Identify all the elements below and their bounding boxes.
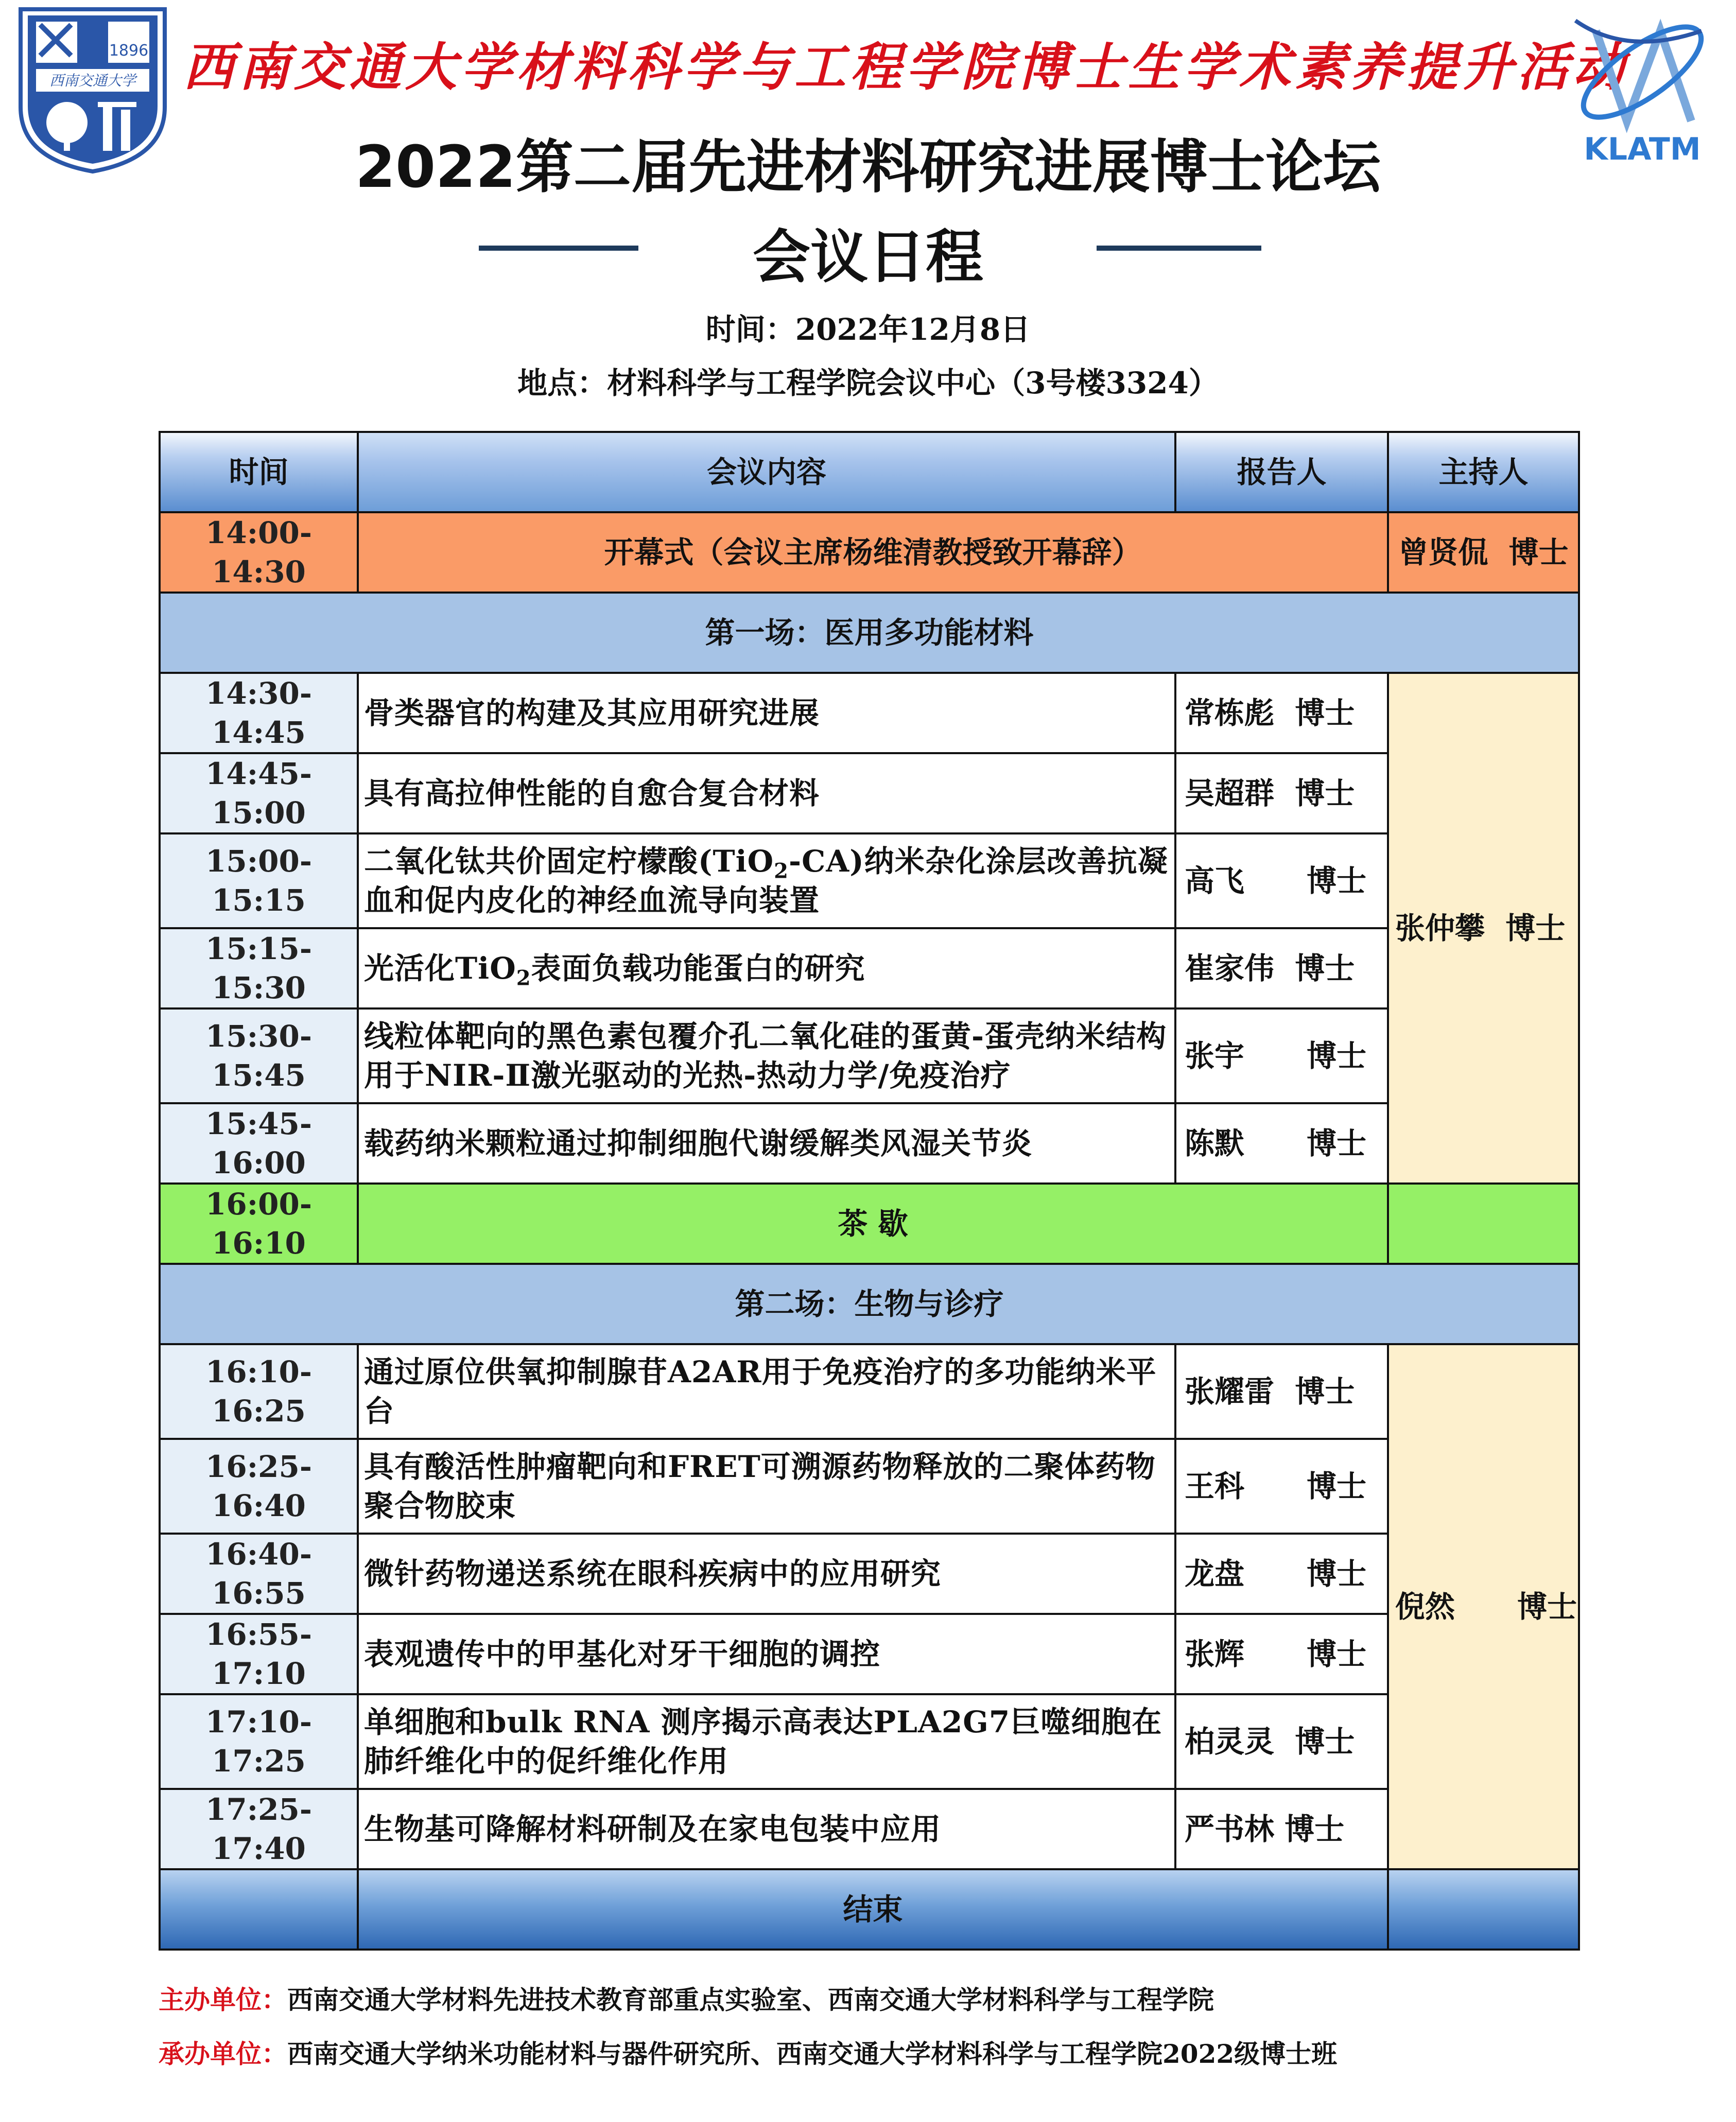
table-row [160,1439,1579,1534]
talk-time: 15:45-16:00 [160,1103,358,1184]
talk-title-subscript: 2 [774,859,789,883]
talk-time: 16:25-16:40 [160,1439,358,1534]
talk-title: 微针药物递送系统在眼科疾病中的应用研究 [358,1534,1175,1614]
organizer-line [159,1982,1214,2018]
session-1-title: 第一场：医用多功能材料 [160,593,1579,673]
undertaker-label: 承办单位： [159,2039,287,2069]
session-2-host: 倪然 博士 [1388,1344,1579,1869]
talk-title: 生物基可降解材料研制及在家电包装中应用 [358,1789,1175,1869]
closing-row [160,1869,1579,1950]
talk-speaker: 张宇 博士 [1175,1008,1388,1103]
table-row [160,673,1579,753]
undertaker-line [159,2036,1337,2072]
session-2-row [160,1264,1579,1344]
talk-title [358,928,1175,1008]
talk-title-part: 二氧化钛共价固定柠檬酸(TiO [364,844,774,879]
closing-time-empty [160,1869,358,1950]
closing-host-empty [1388,1869,1579,1950]
talk-title: 骨类器官的构建及其应用研究进展 [358,673,1175,753]
column-header-content: 会议内容 [358,432,1175,512]
talk-speaker: 高飞 博士 [1175,833,1388,928]
talk-speaker: 王科 博士 [1175,1439,1388,1534]
talk-time: 14:45-15:00 [160,753,358,833]
talk-title: 表观遗传中的甲基化对牙干细胞的调控 [358,1614,1175,1694]
event-time [0,309,1736,350]
place-label: 地点： [517,366,607,401]
event-place [0,362,1736,404]
schedule-table [159,431,1580,1951]
talk-title-subscript: 2 [516,966,531,990]
undertaker-value: 西南交通大学纳米功能材料与器件研究所、西南交通大学材料科学与工程学院2022级博士班 [287,2039,1338,2069]
table-row [160,1614,1579,1694]
opening-time: 14:00-14:30 [160,512,358,593]
talk-speaker: 吴超群 博士 [1175,753,1388,833]
svg-text:1896: 1896 [109,42,149,60]
table-row [160,1534,1579,1614]
svg-text:西南交通大学: 西南交通大学 [49,72,136,89]
table-header-row [160,432,1579,512]
talk-time: 16:10-16:25 [160,1344,358,1439]
place-value: 材料科学与工程学院会议中心（3号楼3324） [607,366,1219,401]
break-label: 茶 歇 [358,1184,1388,1264]
talk-title: 通过原位供氧抑制腺苷A2AR用于免疫治疗的多功能纳米平台 [358,1344,1175,1439]
table-row [160,1789,1579,1869]
event-banner: 西南交通大学材料科学与工程学院博士生学术素养提升活动 [183,37,1628,97]
talk-time: 15:30-15:45 [160,1008,358,1103]
table-row [160,1694,1579,1789]
column-header-speaker: 报告人 [1175,432,1388,512]
talk-speaker: 陈默 博士 [1175,1103,1388,1184]
talk-time: 15:15-15:30 [160,928,358,1008]
talk-time: 16:40-16:55 [160,1534,358,1614]
session-1-row [160,593,1579,673]
talk-speaker: 柏灵灵 博士 [1175,1694,1388,1789]
session-2-title: 第二场：生物与诊疗 [160,1264,1579,1344]
forum-title: 2022第二届先进材料研究进展博士论坛 [355,134,1381,201]
table-row [160,1344,1579,1439]
organizer-label: 主办单位： [159,1985,287,2015]
talk-title-part: 表面负载功能蛋白的研究 [531,951,865,986]
break-time: 16:00-16:10 [160,1184,358,1264]
column-header-time: 时间 [160,432,358,512]
svg-text:KLATM: KLATM [1584,131,1701,167]
table-row [160,833,1579,928]
talk-time: 17:25-17:40 [160,1789,358,1869]
talk-speaker: 常栋彪 博士 [1175,673,1388,753]
talk-title-part: 光活化TiO [364,951,516,986]
opening-row [160,512,1579,593]
talk-title: 单细胞和bulk RNA 测序揭示高表达PLA2G7巨噬细胞在肺纤维化中的促纤维化作用 [358,1694,1175,1789]
talk-title: 载药纳米颗粒通过抑制细胞代谢缓解类风湿关节炎 [358,1103,1175,1184]
talk-time: 15:00-15:15 [160,833,358,928]
talk-speaker: 张辉 博士 [1175,1614,1388,1694]
session-1-host: 张仲攀 博士 [1388,673,1579,1184]
break-host-empty [1388,1184,1579,1264]
talk-time: 14:30-14:45 [160,673,358,753]
time-value: 2022年12月8日 [795,312,1031,347]
column-header-host: 主持人 [1388,432,1579,512]
table-row [160,1103,1579,1184]
talk-time: 16:55-17:10 [160,1614,358,1694]
talk-title: 具有高拉伸性能的自愈合复合材料 [358,753,1175,833]
tea-break-row [160,1184,1579,1264]
schedule-title: 会议日程 [753,224,983,291]
talk-title: 具有酸活性肿瘤靶向和FRET可溯源药物释放的二聚体药物聚合物胶束 [358,1439,1175,1534]
opening-host: 曾贤侃 博士 [1388,512,1579,593]
talk-title-part: -CA)纳米杂化涂层改善抗凝血和促内皮化的神经血流导向装置 [364,844,1168,918]
talk-title: 线粒体靶向的黑色素包覆介孔二氧化硅的蛋黄-蛋壳纳米结构用于NIR-Ⅱ激光驱动的光热-热动力学/免疫治疗 [358,1008,1175,1103]
talk-time: 17:10-17:25 [160,1694,358,1789]
talk-speaker: 龙盘 博士 [1175,1534,1388,1614]
title-divider-right [1097,246,1261,251]
talk-speaker: 张耀雷 博士 [1175,1344,1388,1439]
table-row [160,753,1579,833]
talk-speaker: 严书林 博士 [1175,1789,1388,1869]
organizer-value: 西南交通大学材料先进技术教育部重点实验室、西南交通大学材料科学与工程学院 [287,1985,1214,2015]
opening-content: 开幕式（会议主席杨维清教授致开幕辞） [358,512,1388,593]
time-label: 时间： [705,312,795,347]
table-row [160,928,1579,1008]
closing-label: 结束 [358,1869,1388,1950]
table-row [160,1008,1579,1103]
talk-speaker: 崔家伟 博士 [1175,928,1388,1008]
talk-title [358,833,1175,928]
